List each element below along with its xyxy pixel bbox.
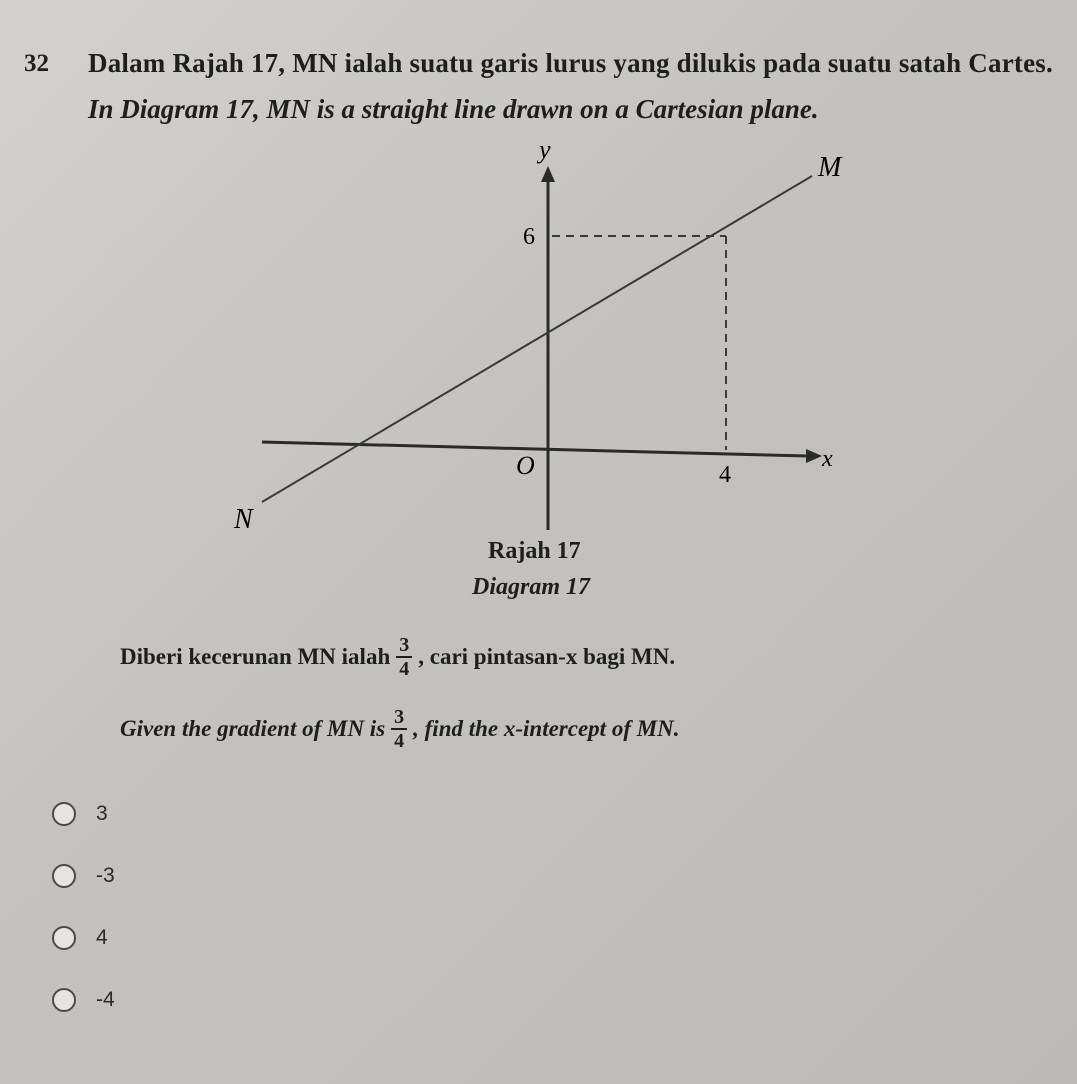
answer-option-2[interactable] <box>52 864 115 888</box>
origin-label: O <box>516 451 535 480</box>
radio-button[interactable] <box>52 926 76 950</box>
diagram-caption-malay: Rajah 17 <box>488 538 581 564</box>
given-english-before: Given the gradient of MN is <box>120 716 386 741</box>
point-n-label: N <box>234 504 253 535</box>
point-m-label: M <box>818 152 842 183</box>
question-number: 32 <box>24 50 49 77</box>
answer-option-1[interactable] <box>52 802 108 826</box>
x-axis-label: x <box>822 446 833 472</box>
radio-button[interactable] <box>52 864 76 888</box>
fraction-denominator: 4 <box>394 730 405 752</box>
gradient-fraction <box>391 706 407 752</box>
given-malay-before: Diberi kecerunan MN ialah <box>120 644 391 669</box>
question-title-malay: Dalam Rajah 17, MN ialah suatu garis lurus yang dilukis pada suatu satah Cartes. <box>88 48 1053 78</box>
option-label: -4 <box>96 988 115 1011</box>
option-label: 4 <box>96 926 108 949</box>
gradient-fraction <box>396 634 412 680</box>
answer-option-4[interactable] <box>52 988 115 1012</box>
radio-button[interactable] <box>52 988 76 1012</box>
answer-option-3[interactable] <box>52 926 108 950</box>
y-axis-label: y <box>539 135 551 164</box>
given-statement-malay <box>120 634 675 680</box>
radio-button[interactable] <box>52 802 76 826</box>
fraction-numerator: 3 <box>394 706 405 728</box>
x-axis-arrow-icon <box>806 449 822 463</box>
fraction-numerator: 3 <box>399 634 410 656</box>
given-statement-english <box>120 706 680 752</box>
given-english-after: , find the x-intercept of MN. <box>413 716 680 741</box>
y-axis-arrow-icon <box>541 166 555 182</box>
question-title-english: In Diagram 17, MN is a straight line drawn on a Cartesian plane. <box>88 94 819 124</box>
option-label: 3 <box>96 802 108 825</box>
given-malay-after: , cari pintasan-x bagi MN. <box>418 644 676 669</box>
x-tick-label: 4 <box>719 462 731 488</box>
option-label: -3 <box>96 864 115 887</box>
diagram-caption-english: Diagram 17 <box>472 574 591 600</box>
fraction-denominator: 4 <box>399 658 410 680</box>
y-tick-label: 6 <box>523 224 535 250</box>
